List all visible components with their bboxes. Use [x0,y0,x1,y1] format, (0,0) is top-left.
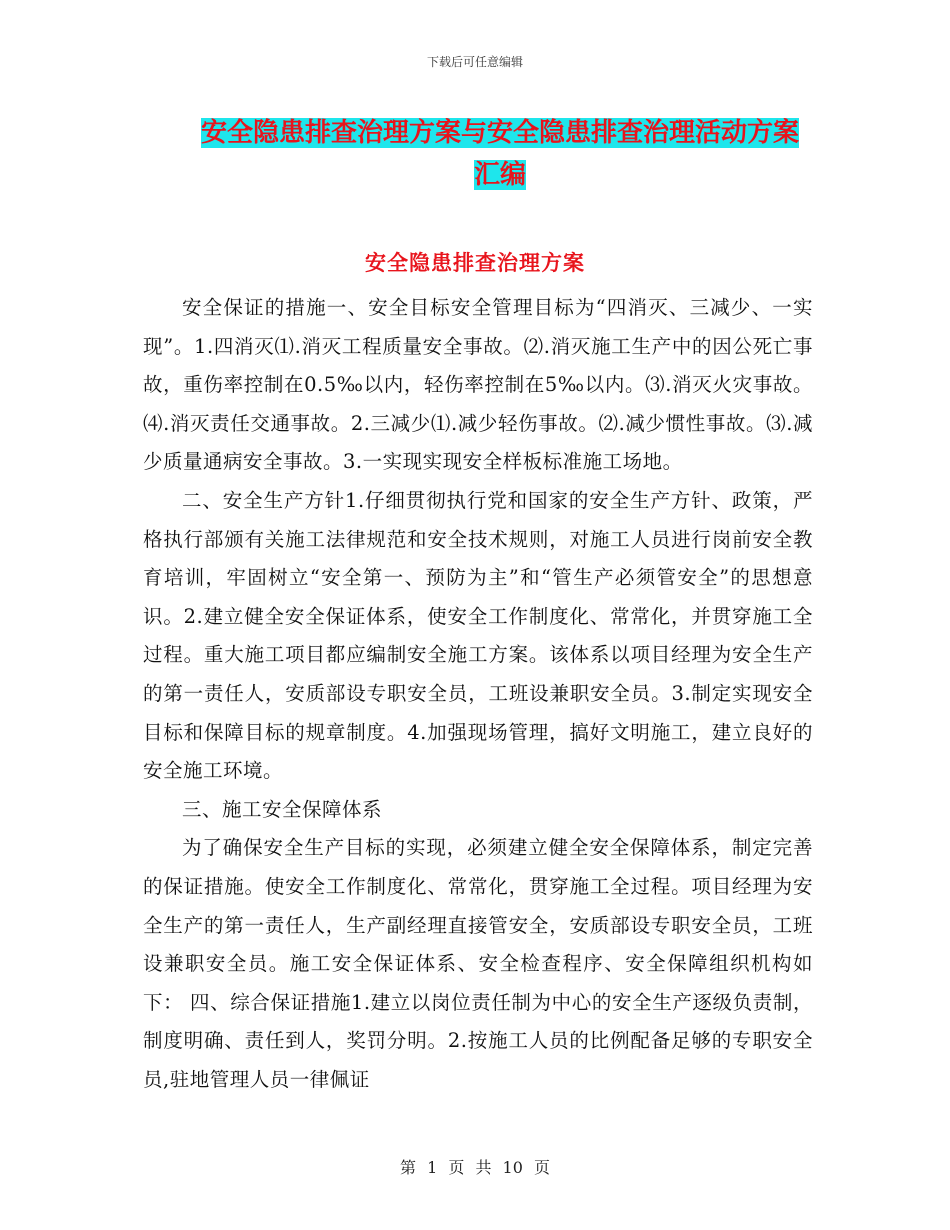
paragraph-heading-safety-system: 三、施工安全保障体系 [182,797,383,821]
paragraph-safety-policy: 二、安全生产方针1.仔细贯彻执行党和国家的安全生产方针、政策，严格执行部颁有关施工法律规范和安全技术规则，对施工人员进行岗前安全教育培训，牢固树立“安全第一、预防为主”和“管生产必须管安全”的思想意识。2.建立健全安全保证体系，使安全工作制度化、常常化，并贯穿施工全过程。重大施工项目都应编制安全施工方案。该体系以项目经理为安全生产的第一责任人，安质部设专职安全员，工班设兼职安全员。3.制定实现安全目标和保障目标的规章制度。4.加强现场管理，搞好文明施工，建立良好的安全施工环境。 [143,488,813,783]
paragraph-safety-goals: 安全保证的措施一、安全目标安全管理目标为“四消灭、三减少、一实现”。1.四消灭⑴.消灭工程质量安全事故。⑵.消灭施工生产中的因公死亡事故，重伤率控制在0.5‰以内，轻伤率控制在5‰以内。⑶.消灭火灾事故。⑷.消灭责任交通事故。2.三减少⑴.减少轻伤事故。⑵.减少惯性事故。⑶.减少质量通病安全事故。3.一实现实现安全样板标准施工场地。 [143,296,813,474]
document-body [143,289,813,1099]
section-title: 安全隐患排查治理方案 [365,251,585,275]
paragraph-safety-system: 为了确保安全生产目标的实现，必须建立健全安全保障体系，制定完善的保证措施。使安全工作制度化、常常化，贯穿施工全过程。项目经理为安全生产的第一责任人，生产副经理直接管安全，安质部设专职安全员，工班设兼职安全员。施工安全保证体系、安全检查程序、安全保障组织机构如下： 四、综合保证措施1.建立以岗位责任制为中心的安全生产逐级负责制，制度明确、责任到人，奖罚分明。2.按施工人员的比例配备足够的专职安全员,驻地管理人员一律佩证 [143,836,813,1091]
document-title-line-1: 安全隐患排查治理方案与安全隐患排查治理活动方案 [200,118,799,148]
document-title [160,112,840,196]
page-number: 第 1 页 共 10 页 [400,1158,550,1177]
document-title-line-2: 汇编 [473,160,526,190]
page-header-note: 下载后可任意编辑 [426,55,523,69]
